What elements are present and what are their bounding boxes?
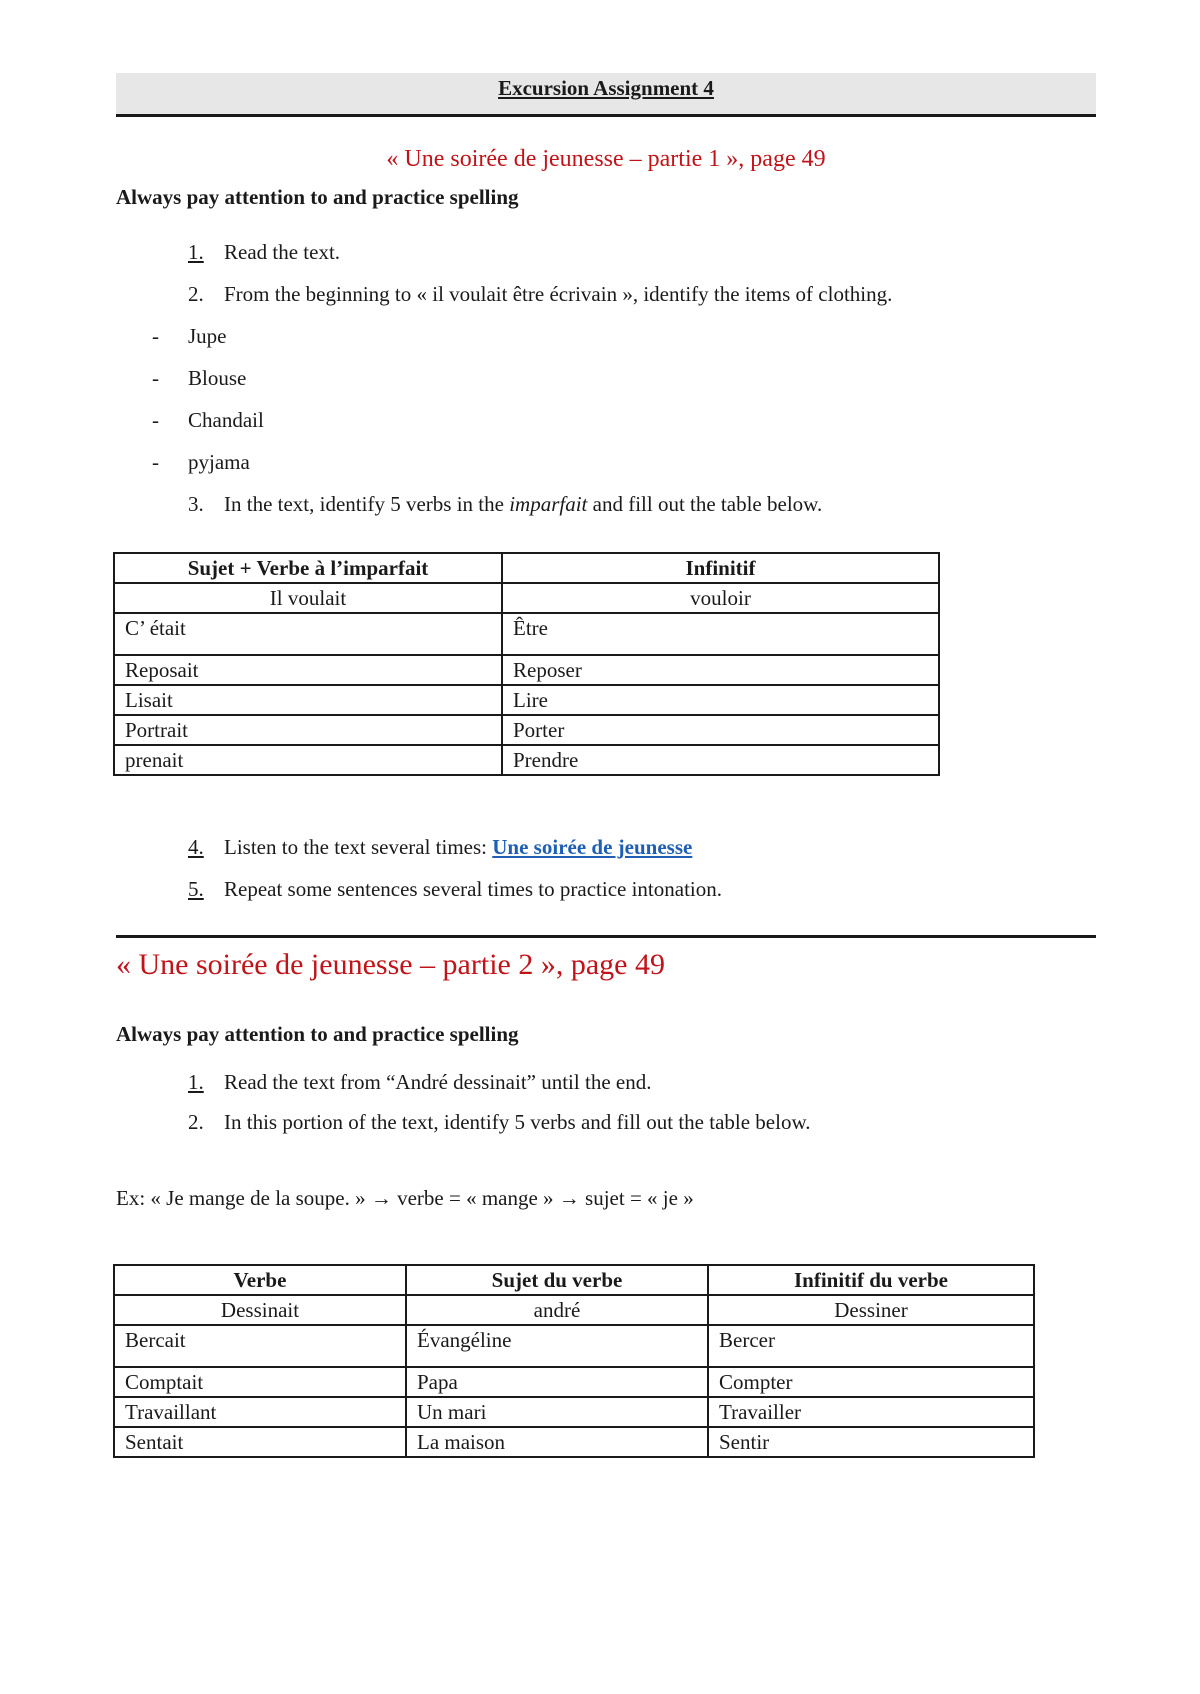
list-dash: - (152, 324, 159, 348)
imparfait-table (113, 552, 940, 776)
table-header: Sujet du verbe (406, 1265, 708, 1295)
table-cell: Travaillant (114, 1397, 406, 1427)
table-row (114, 745, 939, 775)
table-cell: C’ était (114, 613, 502, 655)
table-cell: Lisait (114, 685, 502, 715)
example-line: Ex: « Je mange de la soupe. » → verbe = « mange » → sujet = « je » (116, 1186, 694, 1210)
table-cell: Bercait (114, 1325, 406, 1367)
table-row (114, 613, 939, 655)
clothing-item (152, 450, 250, 475)
table-cell: Papa (406, 1367, 708, 1397)
table-cell: Porter (502, 715, 939, 745)
table-cell: Bercer (708, 1325, 1034, 1367)
table-header: Infinitif du verbe (708, 1265, 1034, 1295)
step-text-after: and fill out the table below. (587, 492, 823, 516)
table-cell: Évangéline (406, 1325, 708, 1367)
table-cell: prenait (114, 745, 502, 775)
document-title: Excursion Assignment 4 (498, 76, 714, 100)
table-cell: Être (502, 613, 939, 655)
list-dash: - (152, 408, 159, 432)
table-header: Verbe (114, 1265, 406, 1295)
part1-step-1 (188, 240, 340, 265)
clothing-text: pyjama (188, 450, 250, 474)
table-cell: Un mari (406, 1397, 708, 1427)
table-row (114, 715, 939, 745)
part1-step-2 (188, 282, 892, 307)
table-row (114, 655, 939, 685)
step-text: In this portion of the text, identify 5 verbs and fill out the table below. (224, 1110, 811, 1134)
part2-step-2 (188, 1110, 811, 1135)
table-cell: Sentait (114, 1427, 406, 1457)
step-number: 2. (188, 282, 204, 306)
table-cell: Portrait (114, 715, 502, 745)
table-row (114, 1325, 1034, 1367)
section-divider (116, 935, 1096, 938)
step-number: 4. (188, 835, 204, 859)
step-text-before: In the text, identify 5 verbs in the (224, 492, 510, 516)
step-text: Read the text from “André dessinait” until the end. (224, 1070, 652, 1094)
clothing-text: Chandail (188, 408, 264, 432)
step-number: 2. (188, 1110, 204, 1134)
list-dash: - (152, 450, 159, 474)
step-number: 1. (188, 1070, 204, 1094)
step-number: 3. (188, 492, 204, 516)
clothing-text: Blouse (188, 366, 247, 390)
table-cell: La maison (406, 1427, 708, 1457)
clothing-text: Jupe (188, 324, 227, 348)
table-row (114, 1427, 1034, 1457)
table-row (114, 1295, 1034, 1325)
step-text (224, 492, 822, 516)
part2-heading: « Une soirée de jeunesse – partie 2 », page 49 (116, 948, 665, 981)
table-cell: Dessiner (708, 1295, 1034, 1325)
part2-note: Always pay attention to and practice spelling (116, 1022, 519, 1046)
table-header: Sujet + Verbe à l’imparfait (114, 553, 502, 583)
table-cell: Reposer (502, 655, 939, 685)
part1-step-4 (188, 835, 692, 860)
table-cell: andré (406, 1295, 708, 1325)
part1-heading: « Une soirée de jeunesse – partie 1 », page 49 (386, 146, 826, 172)
table-cell: Lire (502, 685, 939, 715)
clothing-item (152, 324, 227, 349)
table-cell: Compter (708, 1367, 1034, 1397)
part1-step-5 (188, 877, 722, 902)
clothing-item (152, 408, 264, 433)
step-text: From the beginning to « il voulait être écrivain », identify the items of clothing. (224, 282, 893, 306)
table-cell: Prendre (502, 745, 939, 775)
list-dash: - (152, 366, 159, 390)
step-text: Repeat some sentences several times to practice intonation. (224, 877, 722, 901)
audio-link[interactable]: Une soirée de jeunesse (492, 835, 693, 859)
part1-step-3 (188, 492, 822, 517)
table-row (114, 685, 939, 715)
table-cell: Comptait (114, 1367, 406, 1397)
table-row (114, 1397, 1034, 1427)
table-header: Infinitif (502, 553, 939, 583)
step-number: 5. (188, 877, 204, 901)
step-text-italic: imparfait (509, 492, 588, 516)
table-cell: Sentir (708, 1427, 1034, 1457)
table-row (114, 1367, 1034, 1397)
part1-note: Always pay attention to and practice spelling (116, 185, 519, 209)
table-cell: vouloir (502, 583, 939, 613)
part2-step-1 (188, 1070, 651, 1095)
verbs-table (113, 1264, 1035, 1458)
step-text: Listen to the text several times: (224, 835, 493, 859)
step-text: Read the text. (224, 240, 341, 264)
table-cell: Travailler (708, 1397, 1034, 1427)
table-cell: Dessinait (114, 1295, 406, 1325)
clothing-item (152, 366, 247, 391)
table-header-row (114, 553, 939, 583)
table-header-row (114, 1265, 1034, 1295)
table-cell: Il voulait (114, 583, 502, 613)
table-row (114, 583, 939, 613)
table-cell: Reposait (114, 655, 502, 685)
step-number: 1. (188, 240, 204, 264)
